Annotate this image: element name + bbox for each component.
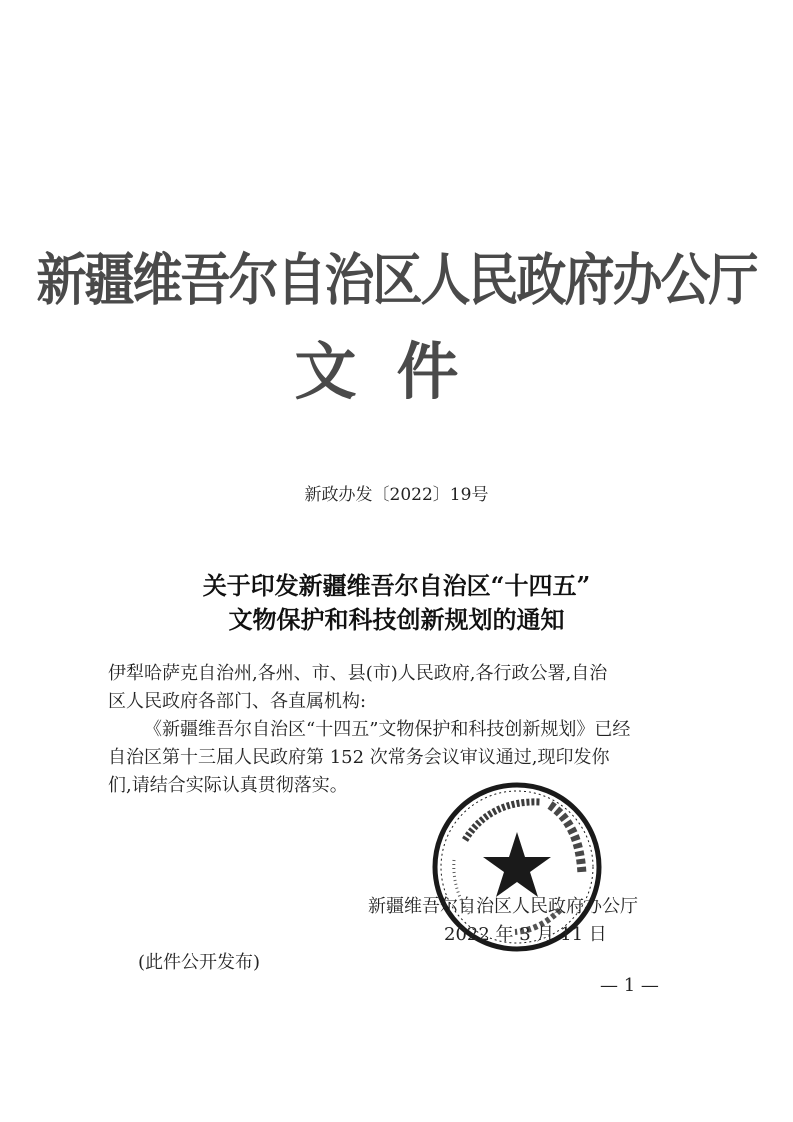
recipients-line-1: 伊犁哈萨克自治州,各州、市、县(市)人民政府,各行政公署,自治 — [108, 663, 608, 684]
title-line-2: 文物保护和科技创新规划的通知 — [228, 605, 565, 634]
document-number: 新政办发〔2022〕19号 — [304, 485, 489, 505]
title-line-1: 关于印发新疆维吾尔自治区“十四五” — [202, 571, 591, 600]
issuing-authority-header: 新疆维吾尔自治区人民政府办公厅 — [36, 248, 757, 313]
body-paragraph-line-2: 自治区第十三届人民政府第 152 次常务会议审议通过,现印发你 — [108, 747, 610, 768]
publication-note: (此件公开发布) — [138, 952, 261, 973]
body-paragraph-line-3: 们,请结合实际认真贯彻落实。 — [108, 775, 348, 796]
body-paragraph-line-1: 《新疆维吾尔自治区“十四五”文物保护和科技创新规划》已经 — [144, 719, 631, 740]
star-icon — [483, 832, 551, 897]
signature-date: 2022 年 3 月 11 日 — [444, 924, 607, 945]
signature-organization: 新疆维吾尔自治区人民政府办公厅 — [368, 896, 638, 917]
page-number: — 1 — — [600, 975, 659, 996]
recipients-line-2: 区人民政府各部门、各直属机构: — [108, 691, 367, 712]
document-label: 文件 — [294, 335, 499, 408]
